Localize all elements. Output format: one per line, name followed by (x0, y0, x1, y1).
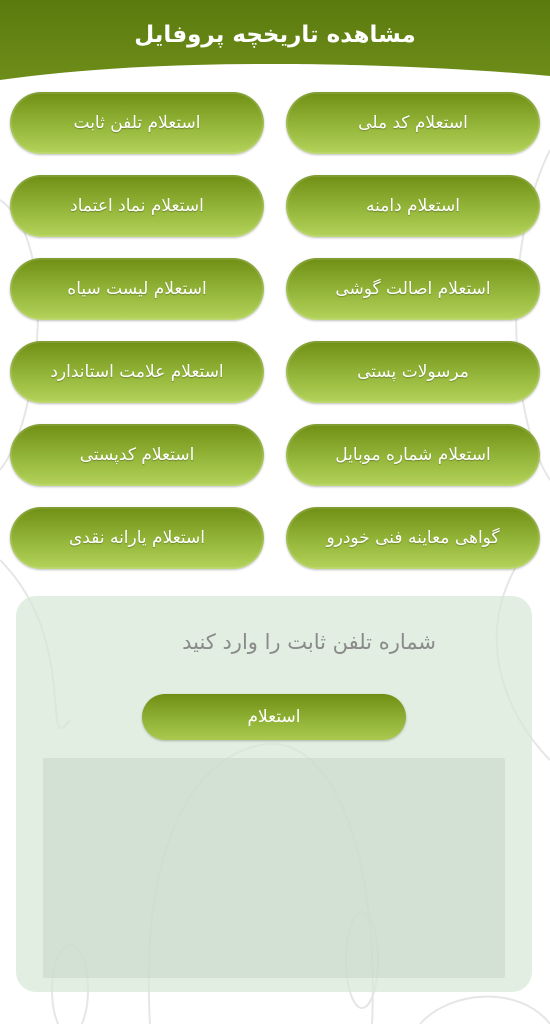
mobile-number-inquiry-button[interactable]: استعلام شماره موبایل (286, 424, 540, 486)
page-title: مشاهده تاریخچه پروفایل (134, 22, 416, 48)
national-code-inquiry-button[interactable]: استعلام کد ملی (286, 92, 540, 154)
phone-authenticity-inquiry-button[interactable]: استعلام اصالت گوشی (286, 258, 540, 320)
result-area (43, 758, 505, 978)
landline-inquiry-button[interactable]: استعلام تلفن ثابت (10, 92, 264, 154)
inquiry-form-panel (16, 596, 532, 992)
postal-code-inquiry-button[interactable]: استعلام کدپستی (10, 424, 264, 486)
submit-inquiry-button[interactable]: استعلام (142, 694, 406, 740)
inquiry-menu-grid (10, 92, 540, 569)
postal-parcels-button[interactable]: مرسولات پستی (286, 341, 540, 403)
trust-seal-inquiry-button[interactable]: استعلام نماد اعتماد (10, 175, 264, 237)
cash-subsidy-inquiry-button[interactable]: استعلام یارانه نقدی (10, 507, 264, 569)
standard-mark-inquiry-button[interactable]: استعلام علامت استاندارد (10, 341, 264, 403)
blacklist-inquiry-button[interactable]: استعلام لیست سیاه (10, 258, 264, 320)
landline-number-input[interactable] (46, 622, 436, 662)
app-header (0, 0, 550, 80)
domain-inquiry-button[interactable]: استعلام دامنه (286, 175, 540, 237)
vehicle-inspection-button[interactable]: گواهی معاینه فنی خودرو (286, 507, 540, 569)
